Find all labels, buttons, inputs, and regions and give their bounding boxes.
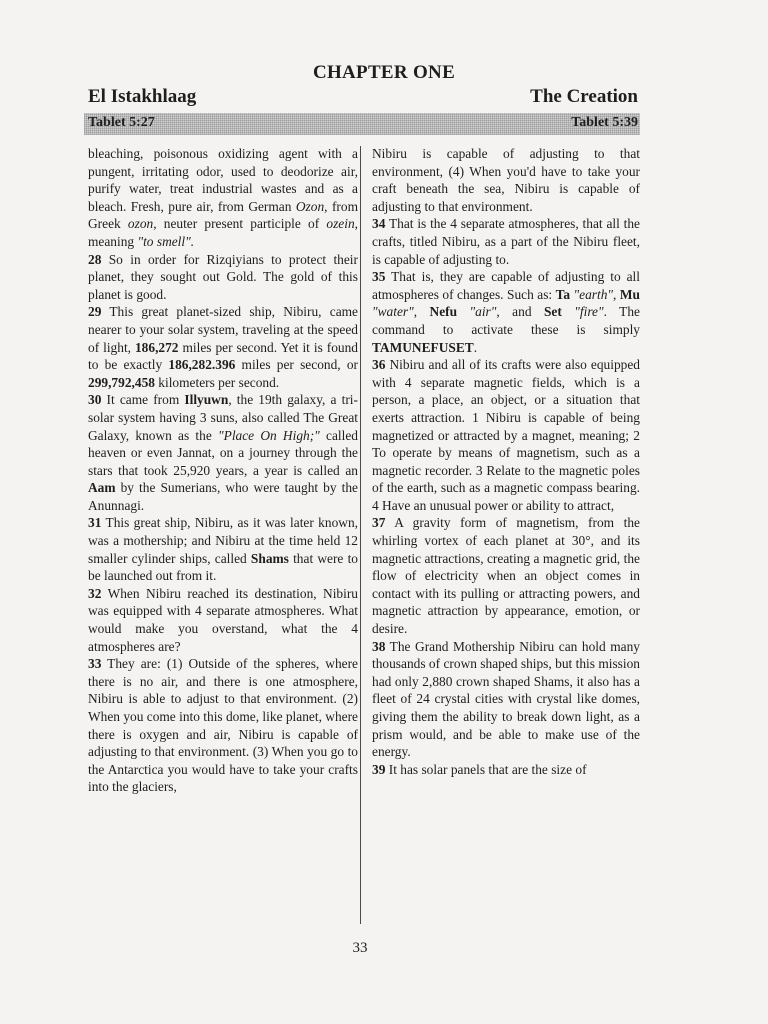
- verse-number: 31: [88, 515, 102, 531]
- verse-34: 34 That is the 4 separate atmospheres, that all the crafts, titled Nibiru, as a part of the Nibiru fleet, is capable of adjusting to.: [372, 216, 640, 267]
- verse-28: 28 So in order for Rizqiyians to protect their planet, they sought out Gold. The gold of this planet is good.: [88, 251, 358, 302]
- verse-number: 32: [88, 585, 102, 601]
- section-title-left: El Istakhlaag: [88, 86, 197, 107]
- tablet-range-bar: [84, 113, 640, 135]
- verse-38: 38 The Grand Mothership Nibiru can hold many thousands of crown shaped ships, but this mission had only 2,880 crown shaped Shams, it also has a fleet of 24 crystal cities with crystal like domes, giving them the ability to break down light, as a prism would, and be able to make use of the energy.: [372, 638, 640, 760]
- tablet-end-label: Tablet 5:39: [571, 115, 638, 130]
- verse-number: 28: [88, 251, 102, 267]
- verse-number: 29: [88, 304, 102, 320]
- column-divider: [360, 146, 361, 924]
- continued-paragraph: bleaching, poisonous oxidizing agent with a pungent, irritating odor, used to deodorize air, purify water, treat industrial wastes and as a bleach. Fresh, pure air, from German Ozon, from Greek ozon, neuter present participle of ozein, meaning "to smell".: [88, 146, 358, 249]
- right-column: [372, 145, 640, 778]
- verse-number: 39: [372, 761, 386, 777]
- chapter-heading: CHAPTER ONE: [312, 62, 456, 83]
- verse-36: 36 Nibiru and all of its crafts were also equipped with 4 separate magnetic fields, which is a person, a place, an object, or a situation that exerts attraction. 1 Nibiru is capable of being magnetized or attracted by a magnet, meaning; 2 To operate by means of magnetism, such as a magnetic recorder. 3 Relate to the magnetic poles of the earth, such as a magnetic compass bearing. 4 Have an unusual power or ability to attract,: [372, 357, 640, 513]
- verse-32: 32 When Nibiru reached its destination, Nibiru was equipped with 4 separate atmospheres. What would make you overstand, what the 4 atmospheres are?: [88, 585, 358, 654]
- section-title-right: The Creation: [530, 86, 638, 107]
- verse-30: 30 It came from Illyuwn, the 19th galaxy, a tri-solar system having 3 suns, also called The Great Galaxy, known as the "Place On High;" called heaven or even Jannat, on a journey through the stars that took 25,920 years, a year is called an Aam by the Sumerians, who were taught by the Anunnagi.: [88, 392, 358, 513]
- verse-number: 34: [372, 216, 386, 232]
- verse-number: 30: [88, 392, 102, 408]
- left-column: [88, 145, 358, 796]
- verse-number: 37: [372, 515, 386, 531]
- verse-number: 36: [372, 357, 386, 373]
- verse-number: 35: [372, 269, 386, 285]
- verse-number: 38: [372, 638, 386, 654]
- verse-39: 39 It has solar panels that are the size of: [372, 761, 587, 777]
- verse-35: 35 That is, they are capable of adjusting to all atmospheres of changes. Such as: Ta "earth", Mu "water", Nefu "air", and Set "fire". The command to activate these is simply TAMUNEFUSET.: [372, 269, 640, 355]
- verse-33: 33 They are: (1) Outside of the spheres, where there is no air, and there is one atmosphere, Nibiru is able to adjust to that environment. (2) When you come into this dome, like planet, where there is oxygen and air, Nibiru is capable of adjusting to that environment. (3) When you go to the Antarctica you would have to take your crafts into the glaciers,: [88, 656, 358, 795]
- page-number: 33: [352, 940, 368, 956]
- verse-31: 31 This great ship, Nibiru, as it was later known, was a mothership; and Nibiru at the time held 12 smaller cylinder ships, called Shams that were to be launched out from it.: [88, 515, 358, 584]
- verse-number: 33: [88, 656, 102, 672]
- continued-paragraph: Nibiru is capable of adjusting to that environment, (4) When you'd have to take your craft beneath the sea, Nibiru is capable of adjusting to that environment.: [372, 146, 640, 214]
- verse-29: 29 This great planet-sized ship, Nibiru, came nearer to your solar system, traveling at the speed of light, 186,272 miles per second. Yet it is found to be exactly 186,282.396 miles per second, or 299,792,458 kilometers per second.: [88, 304, 358, 390]
- tablet-start-label: Tablet 5:27: [88, 115, 155, 130]
- verse-37: 37 A gravity form of magnetism, from the whirling vortex of each planet at 30°, and its magnetic attractions, creating a magnetic grid, the flow of electricity when an object comes in contact with its pulling or attracting powers, and magnetic attraction by appearance, emotion, or desire.: [372, 515, 640, 637]
